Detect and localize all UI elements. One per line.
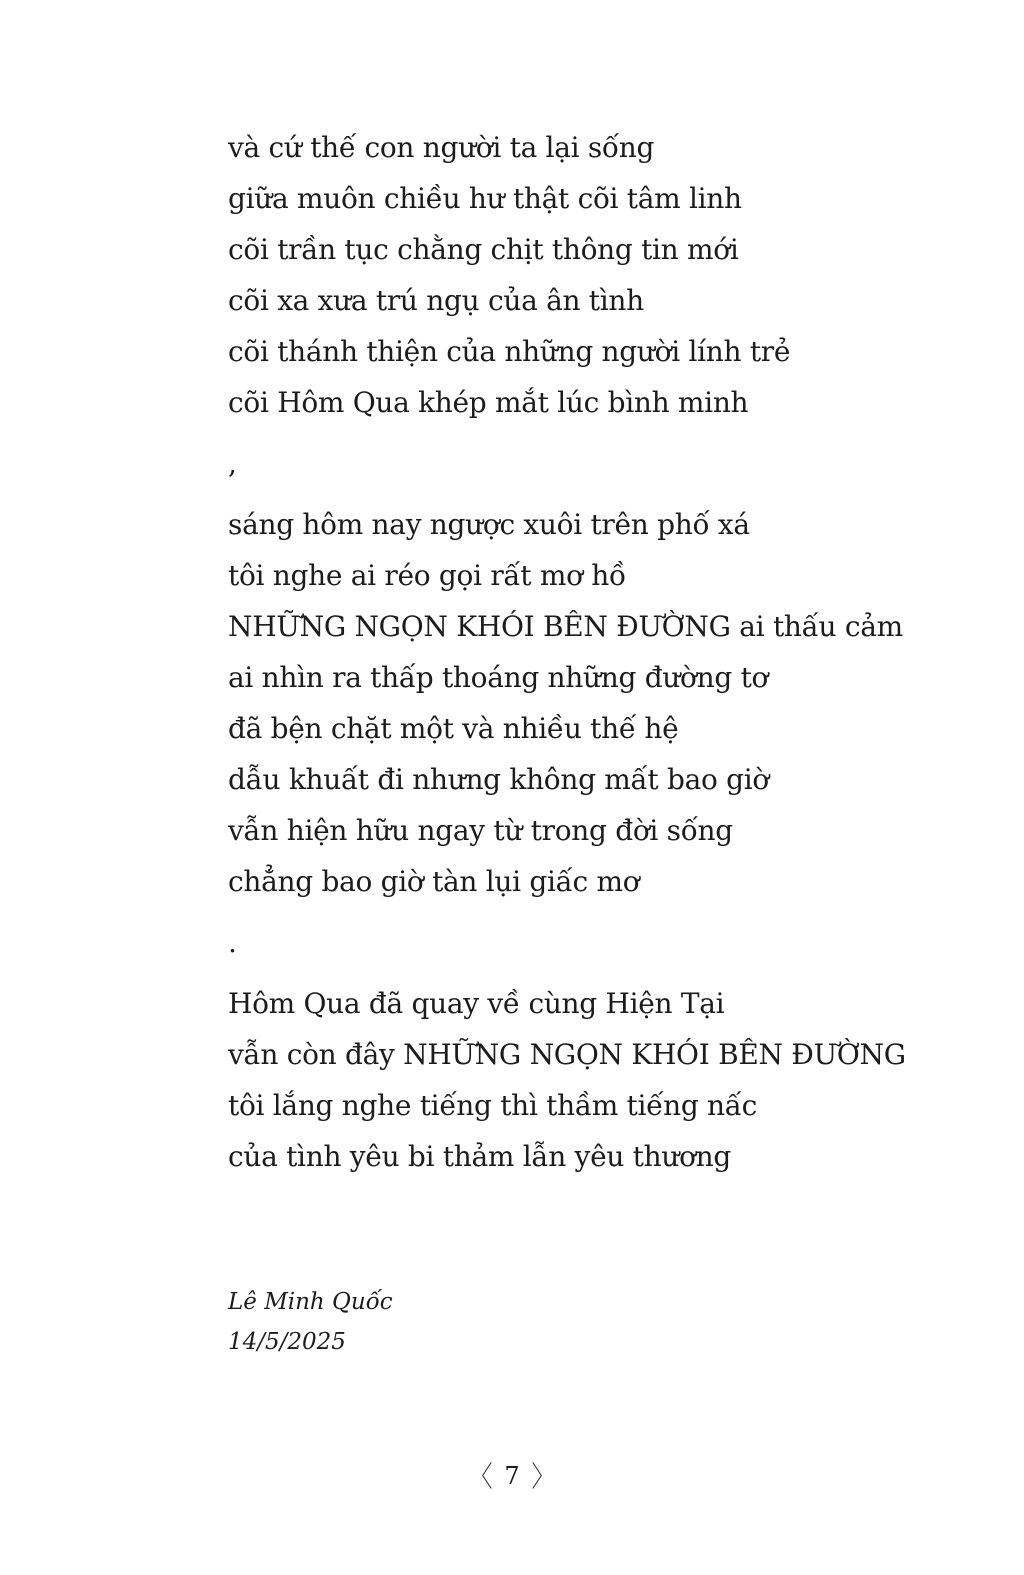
poem-line: giữa muôn chiều hư thật cõi tâm linh: [228, 182, 742, 215]
poem-line: ai nhìn ra thấp thoáng những đường tơ: [228, 661, 769, 694]
poem-line: tôi nghe ai réo gọi rất mơ hồ: [228, 559, 626, 592]
left-bracket-ornament: 〈: [470, 1461, 493, 1494]
signature-block: [228, 1282, 393, 1362]
poem-line: vẫn còn đây NHỮNG NGỌN KHÓI BÊN ĐƯỜNG: [228, 1038, 906, 1071]
poem-line: vẫn hiện hữu ngay từ trong đời sống: [228, 814, 733, 847]
poem-line: dẫu khuất đi nhưng không mất bao giờ: [228, 763, 769, 796]
poem-line: cõi thánh thiện của những người lính trẻ: [228, 335, 791, 368]
poem-line: sáng hôm nay ngược xuôi trên phố xá: [228, 508, 750, 541]
poem-line: chẳng bao giờ tàn lụi giấc mơ: [228, 865, 640, 898]
poem-line: của tình yêu bi thảm lẫn yêu thương: [228, 1140, 732, 1173]
poem-date: 14/5/2025: [228, 1329, 346, 1355]
right-bracket-ornament: 〉: [531, 1461, 554, 1494]
poem-body: [228, 122, 948, 1182]
page-footer: [0, 1456, 1024, 1498]
poem-line: Hôm Qua đã quay về cùng Hiện Tại: [228, 987, 725, 1020]
stanza-1: [228, 122, 948, 428]
poem-line: tôi lắng nghe tiếng thì thầm tiếng nấc: [228, 1089, 758, 1122]
poem-line: cõi xa xưa trú ngụ của ân tình: [228, 284, 644, 317]
stanza-separator-period: .: [228, 926, 237, 959]
stanza-separator-comma: ,: [228, 447, 237, 480]
stanza-3: [228, 978, 948, 1182]
poem-line: cõi trần tục chằng chịt thông tin mới: [228, 233, 739, 266]
author-name: Lê Minh Quốc: [228, 1289, 393, 1315]
poem-line: và cứ thế con người ta lại sống: [228, 131, 655, 164]
poem-line: đã bện chặt một và nhiều thế hệ: [228, 712, 679, 745]
page-number: 7: [504, 1462, 520, 1490]
stanza-2: [228, 499, 948, 907]
poem-line: cõi Hôm Qua khép mắt lúc bình minh: [228, 386, 749, 419]
poem-line: NHỮNG NGỌN KHÓI BÊN ĐƯỜNG ai thấu cảm: [228, 610, 903, 643]
